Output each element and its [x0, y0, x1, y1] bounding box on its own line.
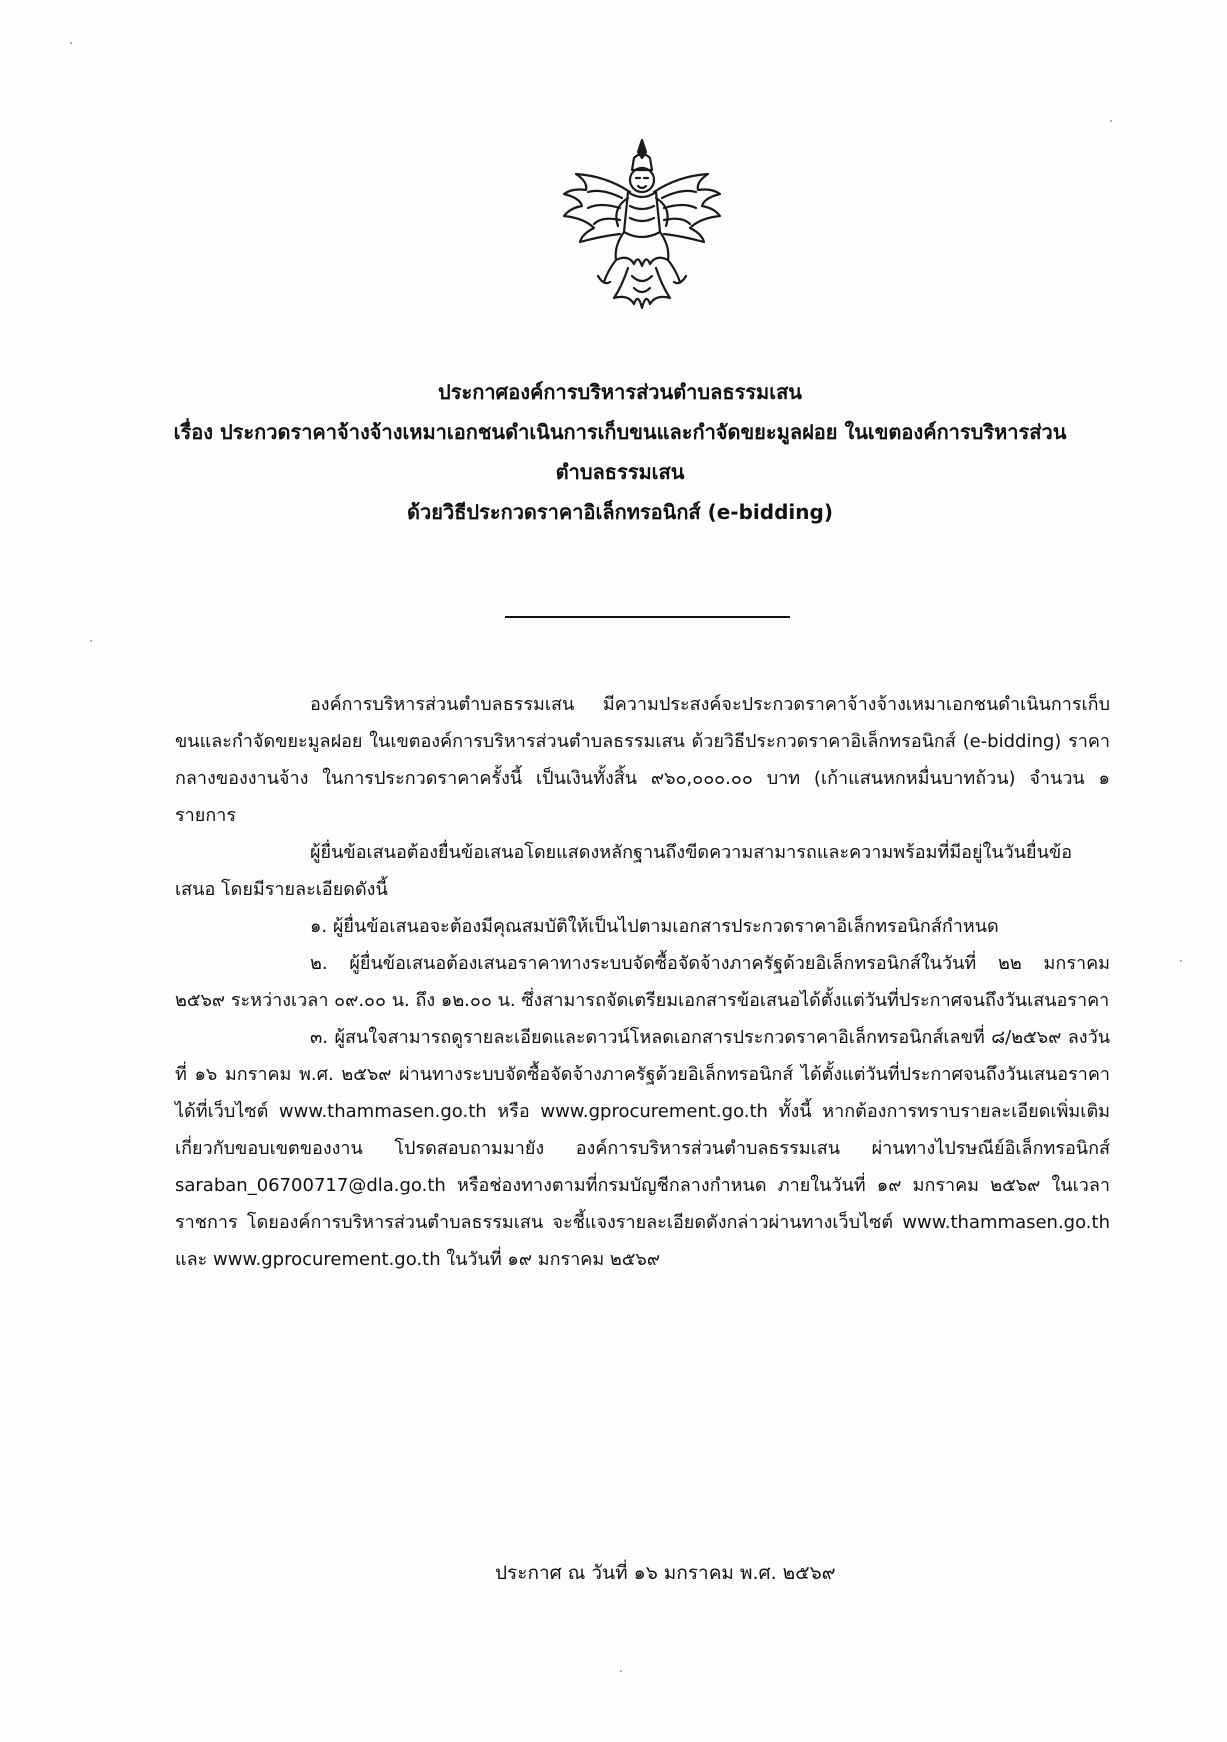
- body-paragraph-requirements: ผู้ยื่นข้อเสนอต้องยื่นข้อเสนอโดยแสดงหลักฐานถึงขีดความสามารถและความพร้อมที่มีอยู่ในวันยื่นข้อเสนอ โดยมีรายละเอียดดังนี้: [175, 842, 1073, 900]
- scan-speck: [1180, 960, 1182, 962]
- scan-speck: [90, 640, 92, 642]
- body-paragraph-intro: องค์การบริหารส่วนตำบลธรรมเสน มีความประสงค์จะประกวดราคาจ้างจ้างเหมาเอกชนดำเนินการเก็บขนและกำจัดขยะมูลฝอย ในเขตองค์การบริหารส่วนตำบลธรรมเสน ด้วยวิธีประกวดราคาอิเล็กทรอนิกส์ (e-bidding) ราคากลางของงานจ้าง ในการประกวดราคาครั้งนี้ เป็นเงินทั้งสิ้น ๙๖๐,๐๐๐.๐๐ บาท (เก้าแสนหกหมื่นบาทถ้วน) จำนวน ๑ รายการ: [175, 694, 1110, 826]
- body-paragraph-item-3: ๓. ผู้สนใจสามารถดูรายละเอียดและดาวน์โหลดเอกสารประกวดราคาอิเล็กทรอนิกส์เลขที่ ๘/๒๕๖๙ ลงวันที่ ๑๖ มกราคม พ.ศ. ๒๕๖๙ ผ่านทางระบบจัดซื้อจัดจ้างภาครัฐด้วยอิเล็กทรอนิกส์ ได้ตั้งแต่วันที่ประกาศจนถึงวันเสนอราคา ได้ที่เว็บไซต์ www.thammasen.go.th หรือ www.gprocurement.go.th ทั้งนี้ หากต้องการทราบรายละเอียดเพิ่มเติมเกี่ยวกับขอบเขตของงาน โปรดสอบถามมายัง องค์การบริหารส่วนตำบลธรรมเสน ผ่านทางไปรษณีย์อิเล็กทรอนิกส์ saraban_06700717@dla.go.th หรือช่องทางตามที่กรมบัญชีกลางกำหนด ภายในวันที่ ๑๙ มกราคม ๒๕๖๙ ในเวลาราชการ โดยองค์การบริหารส่วนตำบลธรรมเสน จะชี้แจงรายละเอียดดังกล่าวผ่านทางเว็บไซต์ www.thammasen.go.th และ www.gprocurement.go.th ในวันที่ ๑๙ มกราคม ๒๕๖๙: [175, 1027, 1110, 1270]
- subject-heading: เรื่อง ประกวดราคาจ้างจ้างเหมาเอกชนดำเนินการเก็บขนและกำจัดขยะมูลฝอย ในเขตองค์การบริหารส่วน: [173, 420, 1067, 444]
- body-paragraph-item-2: ๒. ผู้ยื่นข้อเสนอต้องเสนอราคาทางระบบจัดซื้อจัดจ้างภาครัฐด้วยอิเล็กทรอนิกส์ในวันที่ ๒๒ มกราคม ๒๕๖๙ ระหว่างเวลา ๐๙.๐๐ น. ถึง ๑๒.๐๐ น. ซึ่งสามารถจัดเตรียมเอกสารข้อเสนอได้ตั้งแต่วันที่ประกาศจนถึงวันเสนอราคา: [175, 953, 1110, 1011]
- scan-speck: [620, 1670, 622, 1672]
- scan-speck: [70, 42, 72, 44]
- garuda-emblem-icon: [558, 136, 726, 312]
- organization-heading: ประกาศองค์การบริหารส่วนตำบลธรรมเสน: [438, 380, 802, 404]
- announcement-body: [175, 686, 1110, 1278]
- subject-heading-cont: ตำบลธรรมเสน: [555, 460, 685, 484]
- scan-speck: [1110, 120, 1112, 122]
- title-block: [120, 372, 1120, 532]
- body-paragraph-item-1: ๑. ผู้ยื่นข้อเสนอจะต้องมีคุณสมบัติให้เป็นไปตามเอกสารประกวดราคาอิเล็กทรอนิกส์กำหนด: [310, 916, 999, 937]
- method-heading: ด้วยวิธีประกวดราคาอิเล็กทรอนิกส์ (e-bidding): [407, 500, 833, 524]
- announcement-date: ประกาศ ณ วันที่ ๑๖ มกราคม พ.ศ. ๒๕๖๙: [495, 1562, 836, 1584]
- title-separator: [505, 616, 790, 618]
